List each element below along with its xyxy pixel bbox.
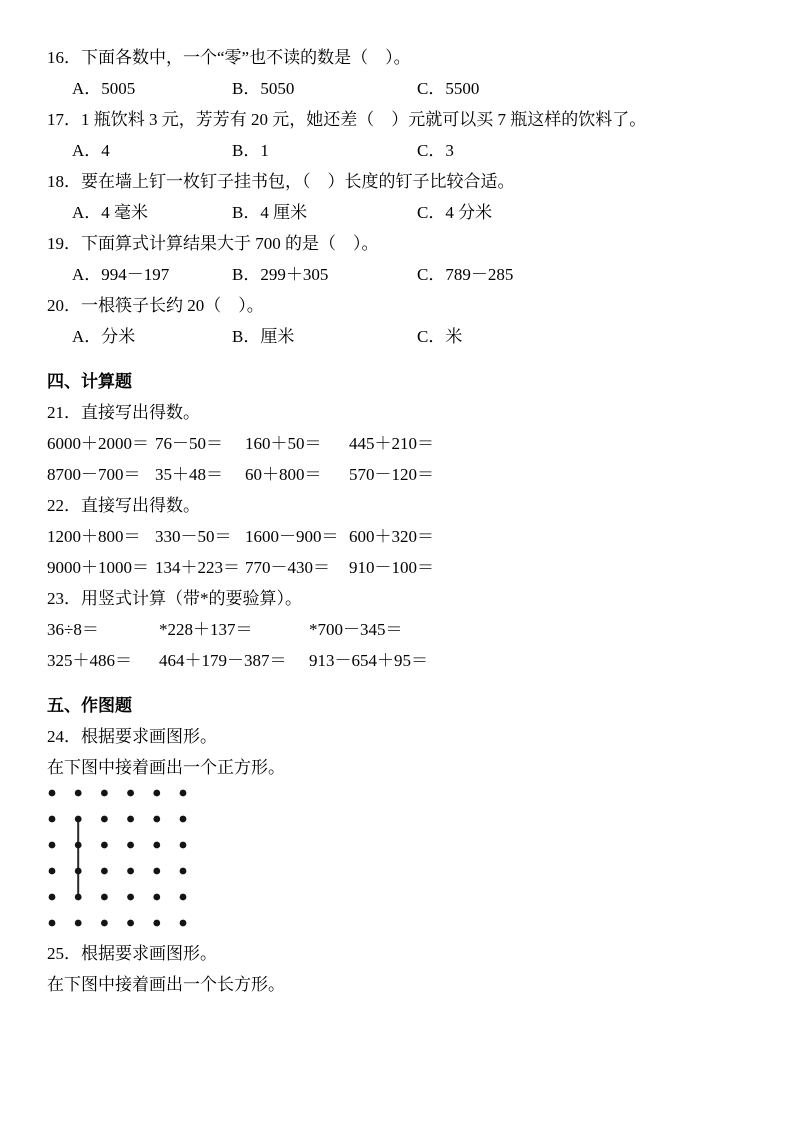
expression: 134＋223＝	[155, 558, 240, 577]
question-18-options	[47, 197, 746, 228]
question-19-stem: 19．下面算式计算结果大于 700 的是（ ）。	[47, 234, 379, 253]
section-title-draw: 五、作图题	[47, 696, 132, 715]
q23-row-2	[47, 645, 746, 676]
option-b: B．5050	[232, 79, 295, 98]
q22-row-1	[47, 521, 746, 552]
expression: 445＋210＝	[349, 434, 434, 453]
expression: 910－100＝	[349, 558, 434, 577]
expression: 570－120＝	[349, 465, 434, 484]
q23-row-1	[47, 614, 746, 645]
option-a: A．994－197	[72, 265, 170, 284]
question-22-label: 22．直接写出得数。	[47, 496, 200, 515]
option-a: A．4	[72, 141, 110, 160]
q21-row-1	[47, 428, 746, 459]
option-a: A．4 毫米	[72, 203, 149, 222]
question-16-options	[47, 73, 746, 104]
q22-row-2	[47, 552, 746, 583]
expression: 6000＋2000＝	[47, 434, 149, 453]
option-b: B．4 厘米	[232, 203, 308, 222]
expression: 330－50＝	[155, 527, 232, 546]
expression: 913－654＋95＝	[309, 651, 428, 670]
option-c: C．789－285	[417, 265, 514, 284]
question-21-label: 21．直接写出得数。	[47, 403, 200, 422]
question-25-instruction: 在下图中接着画出一个长方形。	[47, 975, 285, 994]
expression: 464＋179－387＝	[159, 651, 287, 670]
option-b: B．厘米	[232, 327, 295, 346]
expression: 160＋50＝	[245, 434, 322, 453]
expression: *228＋137＝	[159, 620, 253, 639]
option-a: A．5005	[72, 79, 136, 98]
expression: 1200＋800＝	[47, 527, 141, 546]
expression: 8700－700＝	[47, 465, 141, 484]
option-a: A．分米	[72, 327, 136, 346]
question-17-options	[47, 135, 746, 166]
question-20-stem: 20．一根筷子长约 20（ ）。	[47, 296, 264, 315]
question-18	[47, 166, 746, 228]
question-16-stem: 16．下面各数中，一个“零”也不读的数是（ ）。	[47, 48, 411, 67]
expression: *700－345＝	[309, 620, 403, 639]
question-17	[47, 104, 746, 166]
question-19	[47, 228, 746, 290]
option-c: C．4 分米	[417, 203, 493, 222]
option-c: C．3	[417, 141, 454, 160]
question-20	[47, 290, 746, 352]
expression: 35＋48＝	[155, 465, 223, 484]
option-b: B．299＋305	[232, 265, 329, 284]
expression: 60＋800＝	[245, 465, 322, 484]
question-17-stem: 17．1 瓶饮料 3 元，芳芳有 20 元，她还差（ ）元就可以买 7 瓶这样的饮料了。	[47, 110, 647, 129]
section-title-calc: 四、计算题	[47, 372, 132, 391]
question-25-label: 25．根据要求画图形。	[47, 944, 217, 963]
question-19-options	[47, 259, 746, 290]
question-24-instruction: 在下图中接着画出一个正方形。	[47, 758, 285, 777]
question-20-options	[47, 321, 746, 352]
expression: 76－50＝	[155, 434, 223, 453]
dot-grid	[47, 784, 192, 930]
expression: 600＋320＝	[349, 527, 434, 546]
question-23-label: 23．用竖式计算（带*的要验算）。	[47, 589, 302, 608]
expression: 9000＋1000＝	[47, 558, 149, 577]
option-c: C．米	[417, 327, 463, 346]
expression: 325＋486＝	[47, 651, 132, 670]
expression: 36÷8＝	[47, 620, 99, 639]
question-24-label: 24．根据要求画图形。	[47, 727, 217, 746]
question-18-stem: 18．要在墙上钉一枚钉子挂书包，（ ）长度的钉子比较合适。	[47, 172, 515, 191]
expression: 770－430＝	[245, 558, 330, 577]
question-16	[47, 42, 746, 104]
option-c: C．5500	[417, 79, 480, 98]
expression: 1600－900＝	[245, 527, 339, 546]
option-b: B．1	[232, 141, 269, 160]
q21-row-2	[47, 459, 746, 490]
